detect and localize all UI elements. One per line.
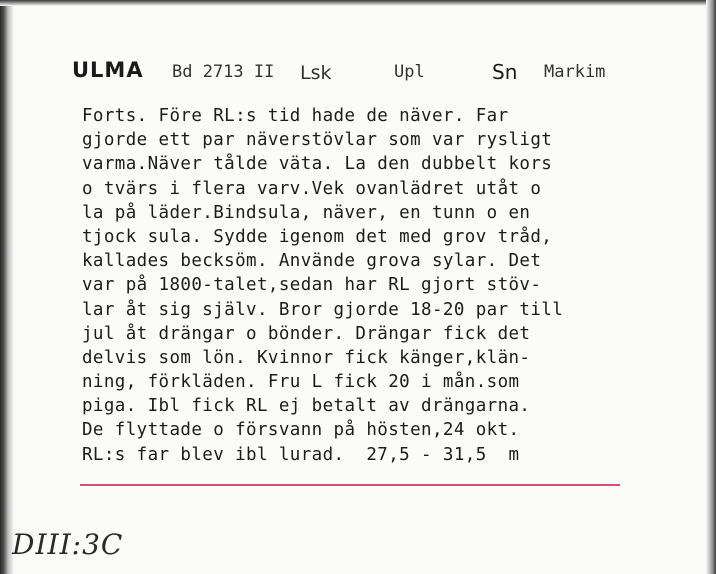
header-word: ULMA [72, 58, 144, 82]
card-header [72, 58, 712, 92]
text-line: Forts. Före RL:s tid hade de näver. Far [82, 106, 509, 126]
header-province: Upl [394, 62, 425, 82]
text-line: la på läder.Bindsula, näver, en tunn o en [82, 202, 531, 223]
handwritten-signature: DIII:3C [12, 528, 124, 561]
text-line: delvis som lön. Kvinnor fick känger,klän- [82, 347, 531, 368]
header-parish: Markim [544, 62, 606, 82]
text-line: RL:s far blev ibl lurad. 27,5 - 31,5 m [82, 444, 520, 465]
text-line: piga. Ibl fick RL ej betalt av drängarna. [82, 396, 531, 417]
text-line: gjorde ett par näverstövlar som var rysligt [82, 130, 553, 151]
text-line: kallades becksöm. Använde grova sylar. Det [82, 251, 542, 272]
text-line: varma.Näver tålde väta. La den dubbelt kors [82, 154, 553, 175]
card-body-text [82, 104, 702, 467]
text-line: tjock sula. Sydde igenom det med grov tråd, [82, 226, 553, 247]
card-edge-left [0, 0, 14, 574]
text-line: var på 1800-talet,sedan har RL gjort stöv- [82, 275, 542, 296]
text-line: De flyttade o försvann på hösten,24 okt. [82, 420, 520, 441]
text-line: jul åt drängar o bönder. Drängar fick det [82, 323, 531, 344]
text-line: lar åt sig själv. Bror gjorde 18-20 par till [82, 299, 564, 320]
red-underline [80, 484, 620, 486]
text-line: o tvärs i flera varv.Vek ovanlädret utåt o [82, 178, 542, 199]
text-line: ning, förkläden. Fru L fick 20 i mån.som [82, 372, 520, 393]
header-sn: Sn [492, 60, 518, 84]
card-edge-top [0, 0, 716, 6]
header-lsk: Lsk [300, 62, 332, 84]
header-ref: Bd 2713 II [172, 62, 275, 82]
